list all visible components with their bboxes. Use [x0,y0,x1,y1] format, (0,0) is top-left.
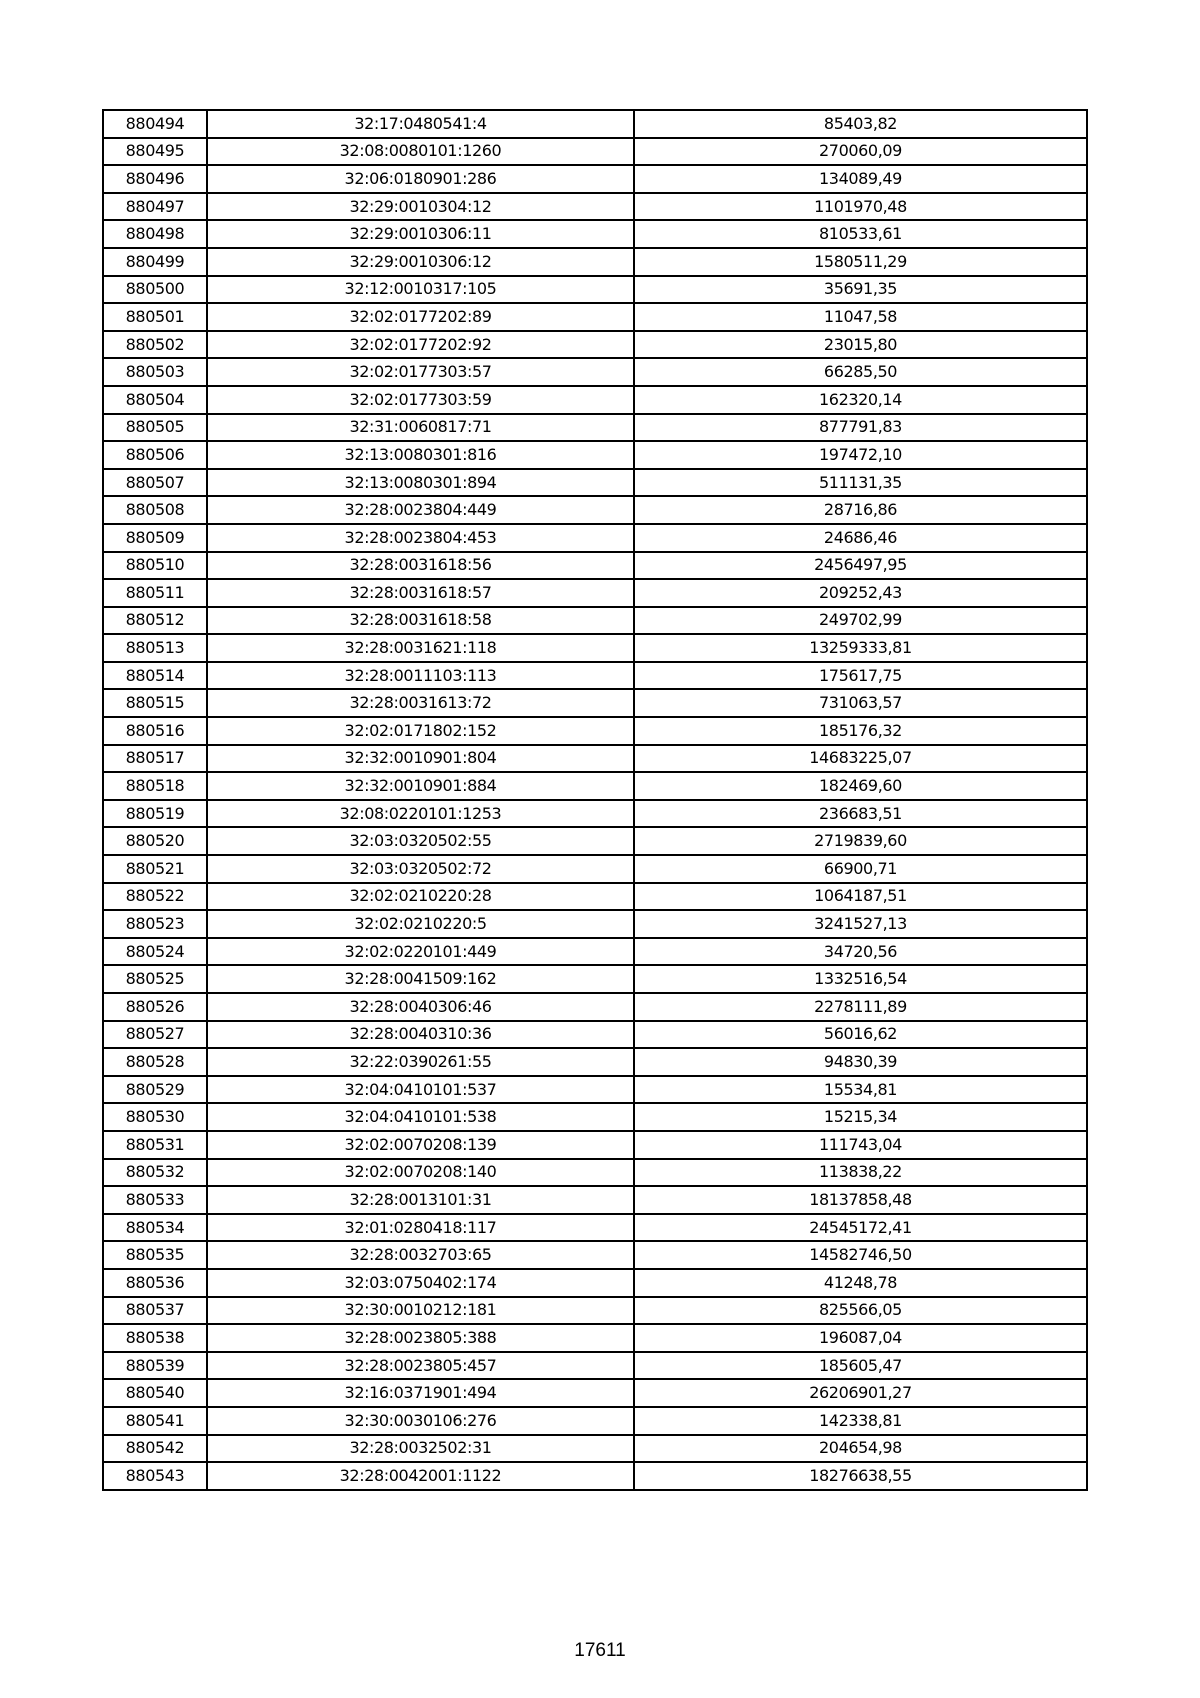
row-number-cell: 880507 [103,469,207,497]
row-number-cell: 880517 [103,745,207,773]
table-row [103,276,1087,304]
cadastral-value-cell: 18137858,48 [634,1186,1087,1214]
cadastral-number-cell: 32:28:0032703:65 [207,1241,634,1269]
cadastral-value-cell: 23015,80 [634,331,1087,359]
cadastral-number-cell: 32:03:0750402:174 [207,1269,634,1297]
cadastral-number-cell: 32:02:0177303:57 [207,358,634,386]
cadastral-value-cell: 142338,81 [634,1407,1087,1435]
row-number-cell: 880521 [103,855,207,883]
table-row [103,800,1087,828]
table-row [103,965,1087,993]
table-row [103,496,1087,524]
cadastral-number-cell: 32:28:0042001:1122 [207,1462,634,1490]
cadastral-value-cell: 236683,51 [634,800,1087,828]
table-row [103,1076,1087,1104]
cadastral-number-cell: 32:02:0220101:449 [207,938,634,966]
row-number-cell: 880541 [103,1407,207,1435]
table-row [103,1324,1087,1352]
row-number-cell: 880501 [103,303,207,331]
cadastral-number-cell: 32:28:0031618:57 [207,579,634,607]
cadastral-number-cell: 32:29:0010306:12 [207,248,634,276]
cadastral-value-cell: 1101970,48 [634,193,1087,221]
cadastral-number-cell: 32:04:0410101:537 [207,1076,634,1104]
table-row [103,220,1087,248]
cadastral-number-cell: 32:16:0371901:494 [207,1379,634,1407]
cadastral-number-cell: 32:28:0023804:453 [207,524,634,552]
cadastral-number-cell: 32:02:0171802:152 [207,717,634,745]
cadastral-number-cell: 32:13:0080301:816 [207,441,634,469]
row-number-cell: 880530 [103,1103,207,1131]
row-number-cell: 880502 [103,331,207,359]
row-number-cell: 880518 [103,772,207,800]
cadastral-number-cell: 32:08:0220101:1253 [207,800,634,828]
table-row [103,772,1087,800]
row-number-cell: 880503 [103,358,207,386]
table-row [103,855,1087,883]
page-number: 17611 [574,1640,626,1661]
cadastral-value-cell: 249702,99 [634,607,1087,635]
cadastral-value-cell: 13259333,81 [634,634,1087,662]
row-number-cell: 880516 [103,717,207,745]
table-row [103,938,1087,966]
row-number-cell: 880542 [103,1435,207,1463]
cadastral-value-cell: 209252,43 [634,579,1087,607]
cadastral-number-cell: 32:28:0023805:457 [207,1352,634,1380]
cadastral-value-cell: 35691,35 [634,276,1087,304]
row-number-cell: 880524 [103,938,207,966]
cadastral-number-cell: 32:32:0010901:804 [207,745,634,773]
cadastral-number-cell: 32:28:0031621:118 [207,634,634,662]
cadastral-value-cell: 162320,14 [634,386,1087,414]
row-number-cell: 880538 [103,1324,207,1352]
cadastral-number-cell: 32:29:0010306:11 [207,220,634,248]
row-number-cell: 880506 [103,441,207,469]
table-row [103,358,1087,386]
cadastral-number-cell: 32:30:0030106:276 [207,1407,634,1435]
row-number-cell: 880526 [103,993,207,1021]
cadastral-number-cell: 32:28:0031618:56 [207,552,634,580]
cadastral-value-cell: 196087,04 [634,1324,1087,1352]
row-number-cell: 880513 [103,634,207,662]
row-number-cell: 880511 [103,579,207,607]
cadastral-value-cell: 185605,47 [634,1352,1087,1380]
table-row [103,607,1087,635]
cadastral-number-cell: 32:06:0180901:286 [207,165,634,193]
table-row [103,1241,1087,1269]
table-row [103,634,1087,662]
cadastral-number-cell: 32:29:0010304:12 [207,193,634,221]
row-number-cell: 880508 [103,496,207,524]
cadastral-number-cell: 32:28:0040310:36 [207,1021,634,1049]
table-row [103,1269,1087,1297]
row-number-cell: 880505 [103,414,207,442]
cadastral-value-cell: 1064187,51 [634,883,1087,911]
cadastral-number-cell: 32:28:0031618:58 [207,607,634,635]
cadastral-number-cell: 32:28:0023805:388 [207,1324,634,1352]
row-number-cell: 880496 [103,165,207,193]
row-number-cell: 880537 [103,1297,207,1325]
table-row [103,110,1087,138]
cadastral-value-cell: 1332516,54 [634,965,1087,993]
cadastral-value-cell: 11047,58 [634,303,1087,331]
cadastral-value-cell: 66900,71 [634,855,1087,883]
row-number-cell: 880498 [103,220,207,248]
cadastral-number-cell: 32:17:0480541:4 [207,110,634,138]
cadastral-value-cell: 810533,61 [634,220,1087,248]
table-row [103,1407,1087,1435]
row-number-cell: 880504 [103,386,207,414]
table-row [103,331,1087,359]
row-number-cell: 880533 [103,1186,207,1214]
row-number-cell: 880509 [103,524,207,552]
table-row [103,1048,1087,1076]
table-row [103,662,1087,690]
cadastral-number-cell: 32:03:0320502:72 [207,855,634,883]
cadastral-number-cell: 32:02:0177202:89 [207,303,634,331]
cadastral-number-cell: 32:02:0070208:140 [207,1159,634,1187]
table-row [103,1297,1087,1325]
cadastral-value-cell: 14683225,07 [634,745,1087,773]
cadastral-number-cell: 32:04:0410101:538 [207,1103,634,1131]
row-number-cell: 880525 [103,965,207,993]
cadastral-value-cell: 3241527,13 [634,910,1087,938]
table-row [103,1352,1087,1380]
cadastral-number-cell: 32:28:0011103:113 [207,662,634,690]
row-number-cell: 880539 [103,1352,207,1380]
table-row [103,883,1087,911]
row-number-cell: 880519 [103,800,207,828]
cadastral-number-cell: 32:28:0041509:162 [207,965,634,993]
row-number-cell: 880527 [103,1021,207,1049]
cadastral-number-cell: 32:12:0010317:105 [207,276,634,304]
cadastral-number-cell: 32:03:0320502:55 [207,827,634,855]
table-row [103,414,1087,442]
cadastral-number-cell: 32:32:0010901:884 [207,772,634,800]
cadastral-value-cell: 2719839,60 [634,827,1087,855]
cadastral-number-cell: 32:02:0177303:59 [207,386,634,414]
cadastral-number-cell: 32:28:0013101:31 [207,1186,634,1214]
table-row [103,689,1087,717]
table-row [103,1186,1087,1214]
row-number-cell: 880540 [103,1379,207,1407]
table-row [103,303,1087,331]
row-number-cell: 880536 [103,1269,207,1297]
cadastral-value-cell: 134089,49 [634,165,1087,193]
row-number-cell: 880500 [103,276,207,304]
cadastral-value-cell: 34720,56 [634,938,1087,966]
cadastral-value-cell: 204654,98 [634,1435,1087,1463]
row-number-cell: 880523 [103,910,207,938]
cadastral-value-table [102,109,1088,1491]
table-row [103,552,1087,580]
table-row [103,524,1087,552]
table-row [103,993,1087,1021]
table-row [103,386,1087,414]
cadastral-value-cell: 185176,32 [634,717,1087,745]
row-number-cell: 880543 [103,1462,207,1490]
cadastral-number-cell: 32:28:0032502:31 [207,1435,634,1463]
cadastral-value-cell: 182469,60 [634,772,1087,800]
cadastral-number-cell: 32:08:0080101:1260 [207,138,634,166]
cadastral-number-cell: 32:28:0040306:46 [207,993,634,1021]
table-row [103,1462,1087,1490]
row-number-cell: 880510 [103,552,207,580]
row-number-cell: 880522 [103,883,207,911]
table-row [103,1131,1087,1159]
cadastral-value-cell: 15534,81 [634,1076,1087,1104]
cadastral-value-cell: 14582746,50 [634,1241,1087,1269]
table-row [103,165,1087,193]
cadastral-value-cell: 825566,05 [634,1297,1087,1325]
row-number-cell: 880529 [103,1076,207,1104]
cadastral-number-cell: 32:02:0070208:139 [207,1131,634,1159]
table-row [103,717,1087,745]
cadastral-value-cell: 197472,10 [634,441,1087,469]
cadastral-number-cell: 32:31:0060817:71 [207,414,634,442]
cadastral-value-cell: 24686,46 [634,524,1087,552]
cadastral-number-cell: 32:28:0023804:449 [207,496,634,524]
cadastral-value-cell: 85403,82 [634,110,1087,138]
cadastral-value-cell: 1580511,29 [634,248,1087,276]
cadastral-value-cell: 56016,62 [634,1021,1087,1049]
cadastral-number-cell: 32:01:0280418:117 [207,1214,634,1242]
table-row [103,1103,1087,1131]
row-number-cell: 880528 [103,1048,207,1076]
cadastral-value-cell: 111743,04 [634,1131,1087,1159]
table-row [103,1159,1087,1187]
row-number-cell: 880532 [103,1159,207,1187]
cadastral-number-cell: 32:02:0210220:5 [207,910,634,938]
cadastral-value-cell: 511131,35 [634,469,1087,497]
table-row [103,1021,1087,1049]
cadastral-number-cell: 32:22:0390261:55 [207,1048,634,1076]
cadastral-value-cell: 66285,50 [634,358,1087,386]
row-number-cell: 880495 [103,138,207,166]
row-number-cell: 880534 [103,1214,207,1242]
row-number-cell: 880515 [103,689,207,717]
cadastral-number-cell: 32:02:0210220:28 [207,883,634,911]
row-number-cell: 880494 [103,110,207,138]
row-number-cell: 880535 [103,1241,207,1269]
cadastral-value-cell: 877791,83 [634,414,1087,442]
row-number-cell: 880514 [103,662,207,690]
table-row [103,469,1087,497]
cadastral-number-cell: 32:13:0080301:894 [207,469,634,497]
table-row [103,138,1087,166]
cadastral-number-cell: 32:02:0177202:92 [207,331,634,359]
cadastral-value-cell: 41248,78 [634,1269,1087,1297]
table-body [103,110,1087,1490]
row-number-cell: 880499 [103,248,207,276]
cadastral-value-cell: 731063,57 [634,689,1087,717]
table-row [103,1379,1087,1407]
cadastral-value-cell: 18276638,55 [634,1462,1087,1490]
cadastral-value-cell: 94830,39 [634,1048,1087,1076]
table-row [103,1435,1087,1463]
cadastral-value-cell: 15215,34 [634,1103,1087,1131]
cadastral-number-cell: 32:30:0010212:181 [207,1297,634,1325]
cadastral-value-cell: 28716,86 [634,496,1087,524]
table-row [103,579,1087,607]
cadastral-value-cell: 26206901,27 [634,1379,1087,1407]
cadastral-value-cell: 2278111,89 [634,993,1087,1021]
table-row [103,248,1087,276]
cadastral-value-cell: 175617,75 [634,662,1087,690]
table-row [103,827,1087,855]
table-row [103,193,1087,221]
row-number-cell: 880531 [103,1131,207,1159]
cadastral-value-cell: 113838,22 [634,1159,1087,1187]
table-row [103,1214,1087,1242]
row-number-cell: 880497 [103,193,207,221]
row-number-cell: 880520 [103,827,207,855]
cadastral-value-cell: 24545172,41 [634,1214,1087,1242]
cadastral-number-cell: 32:28:0031613:72 [207,689,634,717]
cadastral-value-cell: 2456497,95 [634,552,1087,580]
table-row [103,745,1087,773]
table-row [103,441,1087,469]
table-row [103,910,1087,938]
row-number-cell: 880512 [103,607,207,635]
cadastral-value-cell: 270060,09 [634,138,1087,166]
